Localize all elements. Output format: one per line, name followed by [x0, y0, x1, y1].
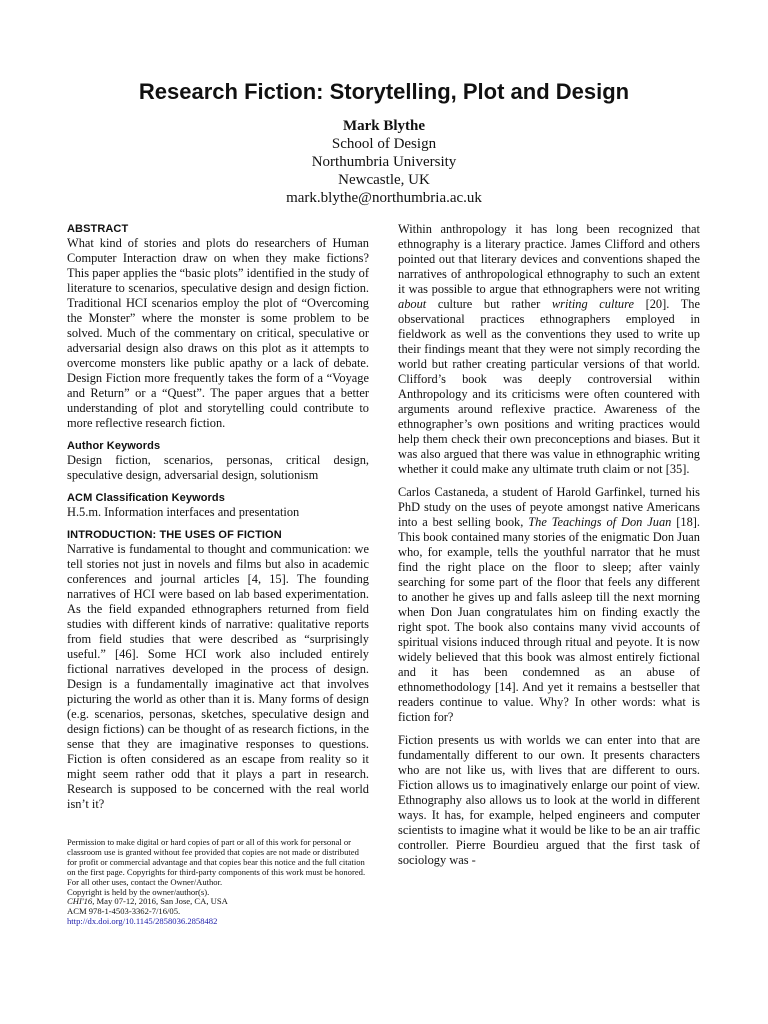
permission-notice: Permission to make digital or hard copies of part or all of this work for personal or classroom use is granted without fee provided that copies are not made or distributed for profit or commercial advantage and that copies bear this notice and the full citation on the first page. Copyrights for third-party components of this work must be honored. For all other uses, contact the Owner/Author. — [67, 837, 366, 887]
text-run: [20]. The observational practices ethnographers employed in fieldwork as well as the conventions they used to write up their findings meant that they were not simply recording the world but rather creating particular versions of that world. Clifford’s book was deeply controversial within Anthropology and its criticisms were often countered with arguments around reflexive practice. Awareness of the ethnographer’s own positions and writing practices would help them check their own preconceptions and biases. But it was also argued that there was value in ethnographic writing whether it could make any ultimate truth claim or not [35]. — [398, 297, 700, 476]
body-paragraph-castaneda — [398, 485, 700, 725]
permission-block — [67, 838, 369, 927]
author-keywords-text: Design fiction, scenarios, personas, critical design, speculative design, adversarial design, solutionism — [67, 453, 369, 482]
text-run: [18]. This book contained many stories of the enigmatic Don Juan who, for example, tells the youthful narrator that he must find the right place on the floor to sleep; after vainly searching for some part of the floor that feels any different to another he gives up and falls asleep till the next morning when Don Juan congratulates him on finding exactly the right spot. The book also contains many vivid accounts of spiritual visions induced through ritual and peyote. It is now widely believed that this book was almost entirely fictional and it has been condemned as an abuse of ethnomethodology [14]. And yet it remains a bestseller that readers continue to value. Why? In other words: what is fiction for? — [398, 515, 700, 724]
acm-keywords-heading: ACM Classification Keywords — [67, 492, 225, 504]
conference-name: CHI'16 — [67, 896, 93, 907]
isbn-line: ACM 978-1-4503-3362-7/16/05. — [67, 906, 181, 917]
author-location: Newcastle, UK — [338, 172, 430, 188]
body-paragraph-fiction: Fiction presents us with worlds we can enter into that are fundamentally different to our own. It presents characters who are not like us, with lives that are different to ours. Fiction allows us to imaginatively enlarge our point of view. Ethnography also allows us to look at the world in different ways. It has, for example, helped engineers and computer scientists to imagine what it would be like to be an air traffic controller. Pierre Bourdieu argued that the first task of sociology was - — [398, 733, 700, 867]
left-column — [67, 222, 369, 820]
abstract-section — [67, 222, 369, 431]
paper-title: Research Fiction: Storytelling, Plot and Design — [138, 79, 630, 104]
emphasis-writing-culture: writing culture — [551, 297, 634, 311]
abstract-text: What kind of stories and plots do researchers of Human Computer Interaction draw on when they make fictions? This paper applies the “basic plots” identified in the study of literature to scenarios, speculative design and design fiction. Traditional HCI scenarios employ the plot of “Overcoming the Monster” where the monster is some problem to be solved. Much of the commentary on critical, speculative or adversarial design also draws on this plot as it attempts to overcome monsters like public apathy or a lack of debate. Design Fiction more frequently takes the form of a “Voyage and Return” or a “Quest”. The paper argues that a better understanding of plot and storytelling could contribute to more reflective research fiction. — [67, 236, 369, 430]
abstract-heading: ABSTRACT — [67, 223, 129, 235]
text-run: culture but rather — [426, 297, 552, 311]
introduction-section — [67, 528, 369, 812]
author-block — [0, 117, 768, 207]
introduction-heading: INTRODUCTION: THE USES OF FICTION — [67, 529, 282, 541]
doi-link[interactable]: http://dx.doi.org/10.1145/2858036.2858482 — [67, 916, 218, 927]
author-email: mark.blythe@northumbria.ac.uk — [286, 190, 482, 206]
author-name: Mark Blythe — [342, 118, 426, 134]
emphasis-about: about — [398, 297, 427, 311]
text-run: Within anthropology it has long been recognized that ethnography is a literary practice. James Clifford and others pointed out that literary devices and conventions shaped the narratives of anthropological ethnography to such an extent it was possible to argue that ethnographers were not writing — [398, 222, 700, 296]
text-run: Carlos Castaneda, a student of Harold Garfinkel, turned his PhD study on the uses of peyote amongst native Americans into a best selling book, — [398, 485, 700, 529]
acm-keywords-section — [67, 491, 369, 520]
copyright-line: Copyright is held by the owner/author(s). — [67, 886, 210, 897]
introduction-text: Narrative is fundamental to thought and communication: we tell stories not just in novels and films but also in academic conferences and journal articles [4, 15]. The founding narratives of HCI were based on lab based experimentation. As the field expanded ethnographers returned from field studies with different kinds of narrative: qualitative reports from field studies that were described as “surprisingly useful.” [46]. Some HCI work also included entirely fictional narratives developed in the process of design. Design is a fundamentally imaginative act that involves picturing the world as other than it is. Many forms of design (e.g. scenarios, personas, sketches, speculative design and design fictions) can be thought of as research fictions, in the sense that they are imaginative responses to questions. Fiction is often considered as an escape from reality so it might seem rather odd that it plays a part in research. Research is supposed to be concerned with the real world isn’t it? — [67, 542, 369, 811]
author-university: Northumbria University — [311, 154, 457, 170]
acm-keywords-text: H.5.m. Information interfaces and presentation — [67, 505, 300, 519]
author-keywords-heading: Author Keywords — [67, 440, 161, 452]
conference-details: , May 07-12, 2016, San Jose, CA, USA — [92, 896, 228, 907]
body-paragraph-anthropology — [398, 222, 700, 477]
author-keywords-section — [67, 439, 369, 483]
author-affiliation: School of Design — [331, 136, 437, 152]
book-title-emphasis: The Teachings of Don Juan — [528, 515, 672, 529]
right-column — [398, 222, 700, 876]
